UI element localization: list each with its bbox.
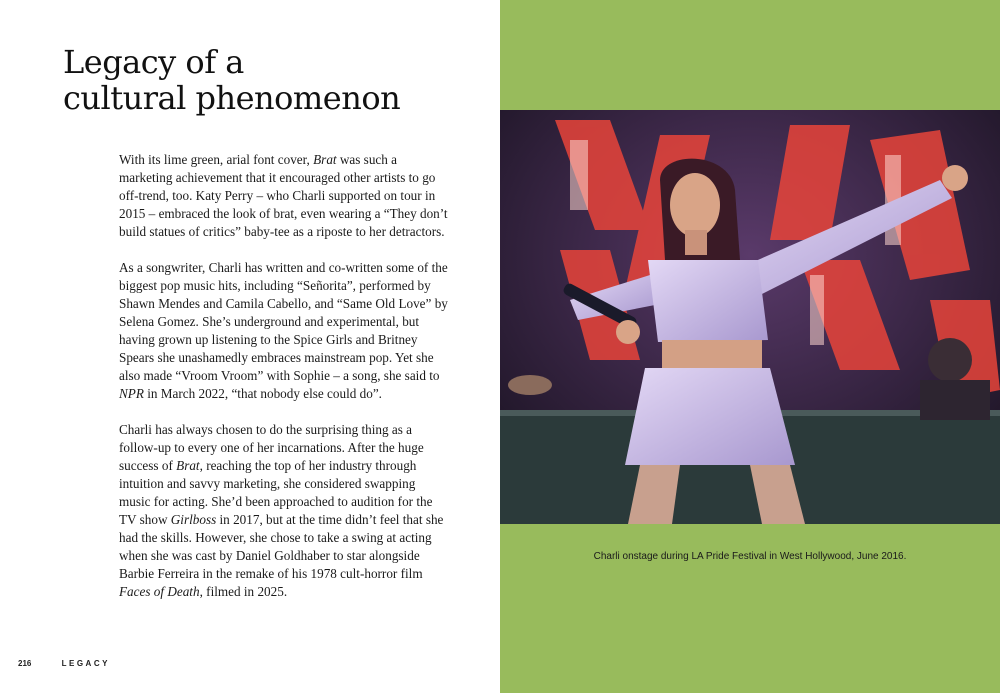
page-title	[63, 44, 400, 116]
paragraph-text: , filmed in 2025.	[199, 584, 288, 599]
italic-title-text: NPR	[119, 386, 144, 401]
title-line: Legacy of a	[63, 43, 244, 81]
body-paragraph	[119, 421, 449, 601]
photo-caption: Charli onstage during LA Pride Festival in West Hollywood, June 2016.	[593, 551, 907, 562]
body-paragraph	[119, 151, 449, 241]
italic-title-text: Faces of Death	[119, 584, 200, 599]
paragraph-text: was such a marketing achievement that it encouraged other artists to go off-trend, too. Katy Perry – who Charli supported on tour in 2015 – embraced the look of brat, even wearing a “They don’t build statues of critics” baby-tee as a riposte to her detractors.	[119, 152, 448, 239]
body-paragraph	[119, 259, 449, 403]
page-number: 216	[18, 659, 32, 668]
concert-photo	[500, 110, 1000, 524]
italic-title-text: Brat	[176, 458, 200, 473]
running-head: LEGACY	[61, 659, 110, 668]
paragraph-text: in March 2022, “that nobody else could do”.	[143, 386, 382, 401]
title-line: cultural phenomenon	[63, 79, 401, 117]
body-text	[119, 151, 449, 619]
paragraph-text: With its lime green, arial font cover,	[119, 152, 314, 167]
page-footer	[18, 659, 110, 668]
paragraph-text: As a songwriter, Charli has written and co-written some of the biggest pop music hits, including “Señorita”, performed by Shawn Mendes and Camila Cabello, and “Same Old Love” by Selena Gomez. She’s underground and experimental, but having grown up listening to the Spice Girls and Britney Spears she unashamedly embraces mainstream pop. Yet she also made “Vroom Vroom” with Sophie – a song, she said to	[119, 260, 448, 383]
italic-title-text: Brat	[313, 152, 337, 167]
italic-title-text: Girlboss	[170, 512, 217, 527]
right-page	[500, 0, 1000, 693]
paragraph-text: , reaching the top of her industry through intuition and savvy marketing, she considered swapping music for acting. She’d been approached to audition for the TV show	[119, 458, 433, 527]
paragraph-text: in 2017, but at the time didn’t feel that she had the skills. However, she chose to take a swing at acting when she was cast by Daniel Goldhaber to star alongside Barbie Ferreira in the remake of his 1978 cult-horror film	[119, 512, 444, 581]
concert-photo-illustration	[500, 110, 1000, 524]
paragraph-text: Charli has always chosen to do the surprising thing as a follow-up to every one of her incarnations. After the huge success of	[119, 422, 424, 473]
